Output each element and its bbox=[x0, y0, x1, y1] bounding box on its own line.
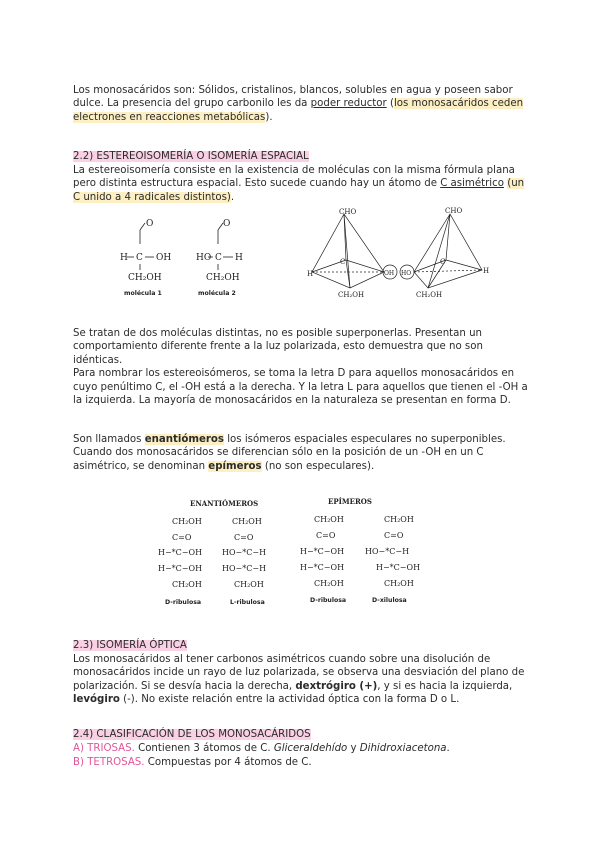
svg-text:C: C bbox=[215, 253, 222, 263]
svg-text:H: H bbox=[307, 270, 314, 278]
svg-text:C=O: C=O bbox=[316, 531, 336, 540]
svg-text:O: O bbox=[223, 219, 231, 229]
epimers-title: EPÍMEROS bbox=[328, 497, 372, 506]
svg-text:C=O: C=O bbox=[234, 533, 254, 542]
epimers-paragraph: Son llamados enantiómeros los isómeros espaciales especulares no superponibles. Cuando dos monosacáridos se diferencian sólo en la posición de un -OH en un C asimétrico, se denominan epímeros (no son especulares). bbox=[73, 434, 506, 472]
svg-text:molécula 2: molécula 2 bbox=[198, 290, 236, 297]
svg-text:H−*C−OH: H−*C−OH bbox=[158, 548, 203, 557]
structure-1 bbox=[158, 517, 202, 606]
section-heading-2-2: 2.2) ESTEREOISOMERÍA O ISOMERÍA ESPACIAL bbox=[73, 151, 309, 162]
svg-text:C: C bbox=[340, 258, 346, 266]
stereo-paragraph: La estereoisomería consiste en la existencia de moléculas con la misma fórmula plana pero distinta estructura espacial. Esto sucede cuando hay un átomo de C asimétrico (un C unido a 4 radicales distintos). bbox=[73, 165, 525, 203]
svg-text:CH₂OH: CH₂OH bbox=[384, 579, 414, 588]
svg-text:HO−*C−H: HO−*C−H bbox=[222, 564, 267, 573]
structure-3 bbox=[300, 515, 346, 604]
structure-4 bbox=[365, 515, 420, 604]
svg-text:L-ribulosa: L-ribulosa bbox=[230, 599, 265, 606]
intro-text: Los monosacáridos son: Sólidos, cristalinos, blancos, solubles en agua y poseen sabor dulce. La presencia del grupo carbonilo les da bbox=[73, 85, 513, 110]
poder-reductor-term: poder reductor bbox=[310, 98, 387, 110]
dextrogiro-term: dextrógiro (+) bbox=[295, 680, 378, 692]
svg-text:CH₂OH: CH₂OH bbox=[172, 517, 202, 526]
triosas-label: A) TRIOSAS. bbox=[73, 743, 135, 754]
svg-text:CH₂OH: CH₂OH bbox=[338, 291, 365, 299]
svg-text:CHO: CHO bbox=[339, 208, 357, 216]
svg-text:HO: HO bbox=[196, 253, 212, 263]
enantiomers-title: ENANTIÓMEROS bbox=[190, 499, 259, 508]
svg-text:CH₂OH: CH₂OH bbox=[314, 515, 344, 524]
molecule-figure bbox=[112, 214, 272, 302]
svg-text:D-ribulosa: D-ribulosa bbox=[165, 599, 202, 606]
tetrosas-label: B) TETROSAS. bbox=[73, 757, 145, 768]
svg-text:CH₂OH: CH₂OH bbox=[384, 515, 414, 524]
svg-text:H−*C−OH: H−*C−OH bbox=[158, 564, 203, 573]
optical-paragraph: Los monosacáridos al tener carbonos asimétricos cuando sobre una disolución de monosacáridos incide un rayo de luz polarizada, se observa una desviación del plano de polarización. Si se desvía hacia la derecha, dextrógiro (+), y si es hacia la izquierda, levógiro (-). No existe relación entre la actividad óptica con la forma D o L. bbox=[73, 654, 525, 706]
levogiro-term: levógiro bbox=[73, 694, 120, 706]
triosas-line: A) TRIOSAS. Contienen 3 átomos de C. Gliceraldehído y Dihidroxiacetona. bbox=[73, 743, 450, 754]
svg-text:CH₂OH: CH₂OH bbox=[172, 580, 202, 589]
epimeros-term: epímeros bbox=[208, 460, 262, 472]
svg-text:H−*C−OH: H−*C−OH bbox=[300, 563, 345, 572]
svg-text:H: H bbox=[120, 253, 128, 263]
highlight-radicales: (un C unido a 4 radicales distintos) bbox=[73, 178, 525, 203]
c-asimetrico-term: C asimétrico bbox=[440, 178, 504, 190]
svg-text:CH₂OH: CH₂OH bbox=[128, 273, 162, 283]
svg-text:H: H bbox=[235, 253, 243, 263]
svg-text:H−*C−OH: H−*C−OH bbox=[376, 563, 420, 572]
svg-text:CH₂OH: CH₂OH bbox=[234, 580, 264, 589]
svg-text:HO−*C−H: HO−*C−H bbox=[222, 548, 267, 557]
enantiomeros-term: enantiómeros bbox=[144, 434, 224, 445]
svg-text:CHO: CHO bbox=[445, 207, 463, 215]
intro-paragraph: Los monosacáridos son: Sólidos, cristalinos, blancos, solubles en agua y poseen sabor dulce. La presencia del grupo carbonilo les da poder reductor (los monosacáridos ceden electrones en reacciones metabólicas). bbox=[73, 85, 524, 123]
svg-text:H−*C−OH: H−*C−OH bbox=[300, 547, 345, 556]
enantiomers-epimers-figure bbox=[150, 494, 420, 612]
tetrosas-line: B) TETROSAS. Compuestas por 4 átomos de C. bbox=[73, 757, 312, 768]
svg-text:CH₂OH: CH₂OH bbox=[206, 273, 240, 283]
tetrahedra-figure bbox=[306, 204, 496, 304]
svg-text:D-ribulosa: D-ribulosa bbox=[310, 597, 347, 604]
svg-text:C=O: C=O bbox=[384, 531, 404, 540]
svg-text:C: C bbox=[440, 258, 446, 266]
section-heading-2-3: 2.3) ISOMERÍA ÓPTICA bbox=[73, 640, 187, 651]
enantiomers-paragraph: Se tratan de dos moléculas distintas, no es posible superponerlas. Presentan un comportamiento diferente frente a la luz polarizada, esto demuestra que no son idénticas. Para nombrar los estereoisómeros, se toma la letra D para aquellos monosacáridos en cuyo penúltimo C, el -OH está a la derecha. Y la letra L para aquellos que tienen el -OH a la izquierda. La mayoría de monosacáridos en la naturaleza se presentan en forma D. bbox=[73, 328, 528, 407]
svg-text:CH₂OH: CH₂OH bbox=[314, 579, 344, 588]
svg-text:HO: HO bbox=[401, 270, 412, 277]
svg-text:C=O: C=O bbox=[172, 533, 192, 542]
svg-text:molécula 1: molécula 1 bbox=[124, 290, 162, 297]
section-heading-2-4: 2.4) CLASIFICACIÓN DE LOS MONOSACÁRIDOS bbox=[73, 729, 311, 740]
svg-text:O: O bbox=[146, 219, 154, 229]
svg-text:H: H bbox=[483, 267, 490, 275]
molecule-1 bbox=[120, 219, 171, 297]
svg-text:CH₂OH: CH₂OH bbox=[232, 517, 262, 526]
svg-text:C: C bbox=[136, 253, 143, 263]
svg-text:OH: OH bbox=[384, 270, 395, 277]
molecule-2 bbox=[196, 219, 243, 297]
svg-text:HO−*C−H: HO−*C−H bbox=[365, 547, 410, 556]
svg-text:CH₂OH: CH₂OH bbox=[416, 291, 443, 299]
highlight-electrons: los monosacáridos ceden electrones en reacciones metabólicas bbox=[73, 98, 524, 123]
svg-text:D-xilulosa: D-xilulosa bbox=[372, 597, 407, 604]
svg-text:OH: OH bbox=[156, 253, 172, 263]
structure-2 bbox=[222, 517, 266, 606]
